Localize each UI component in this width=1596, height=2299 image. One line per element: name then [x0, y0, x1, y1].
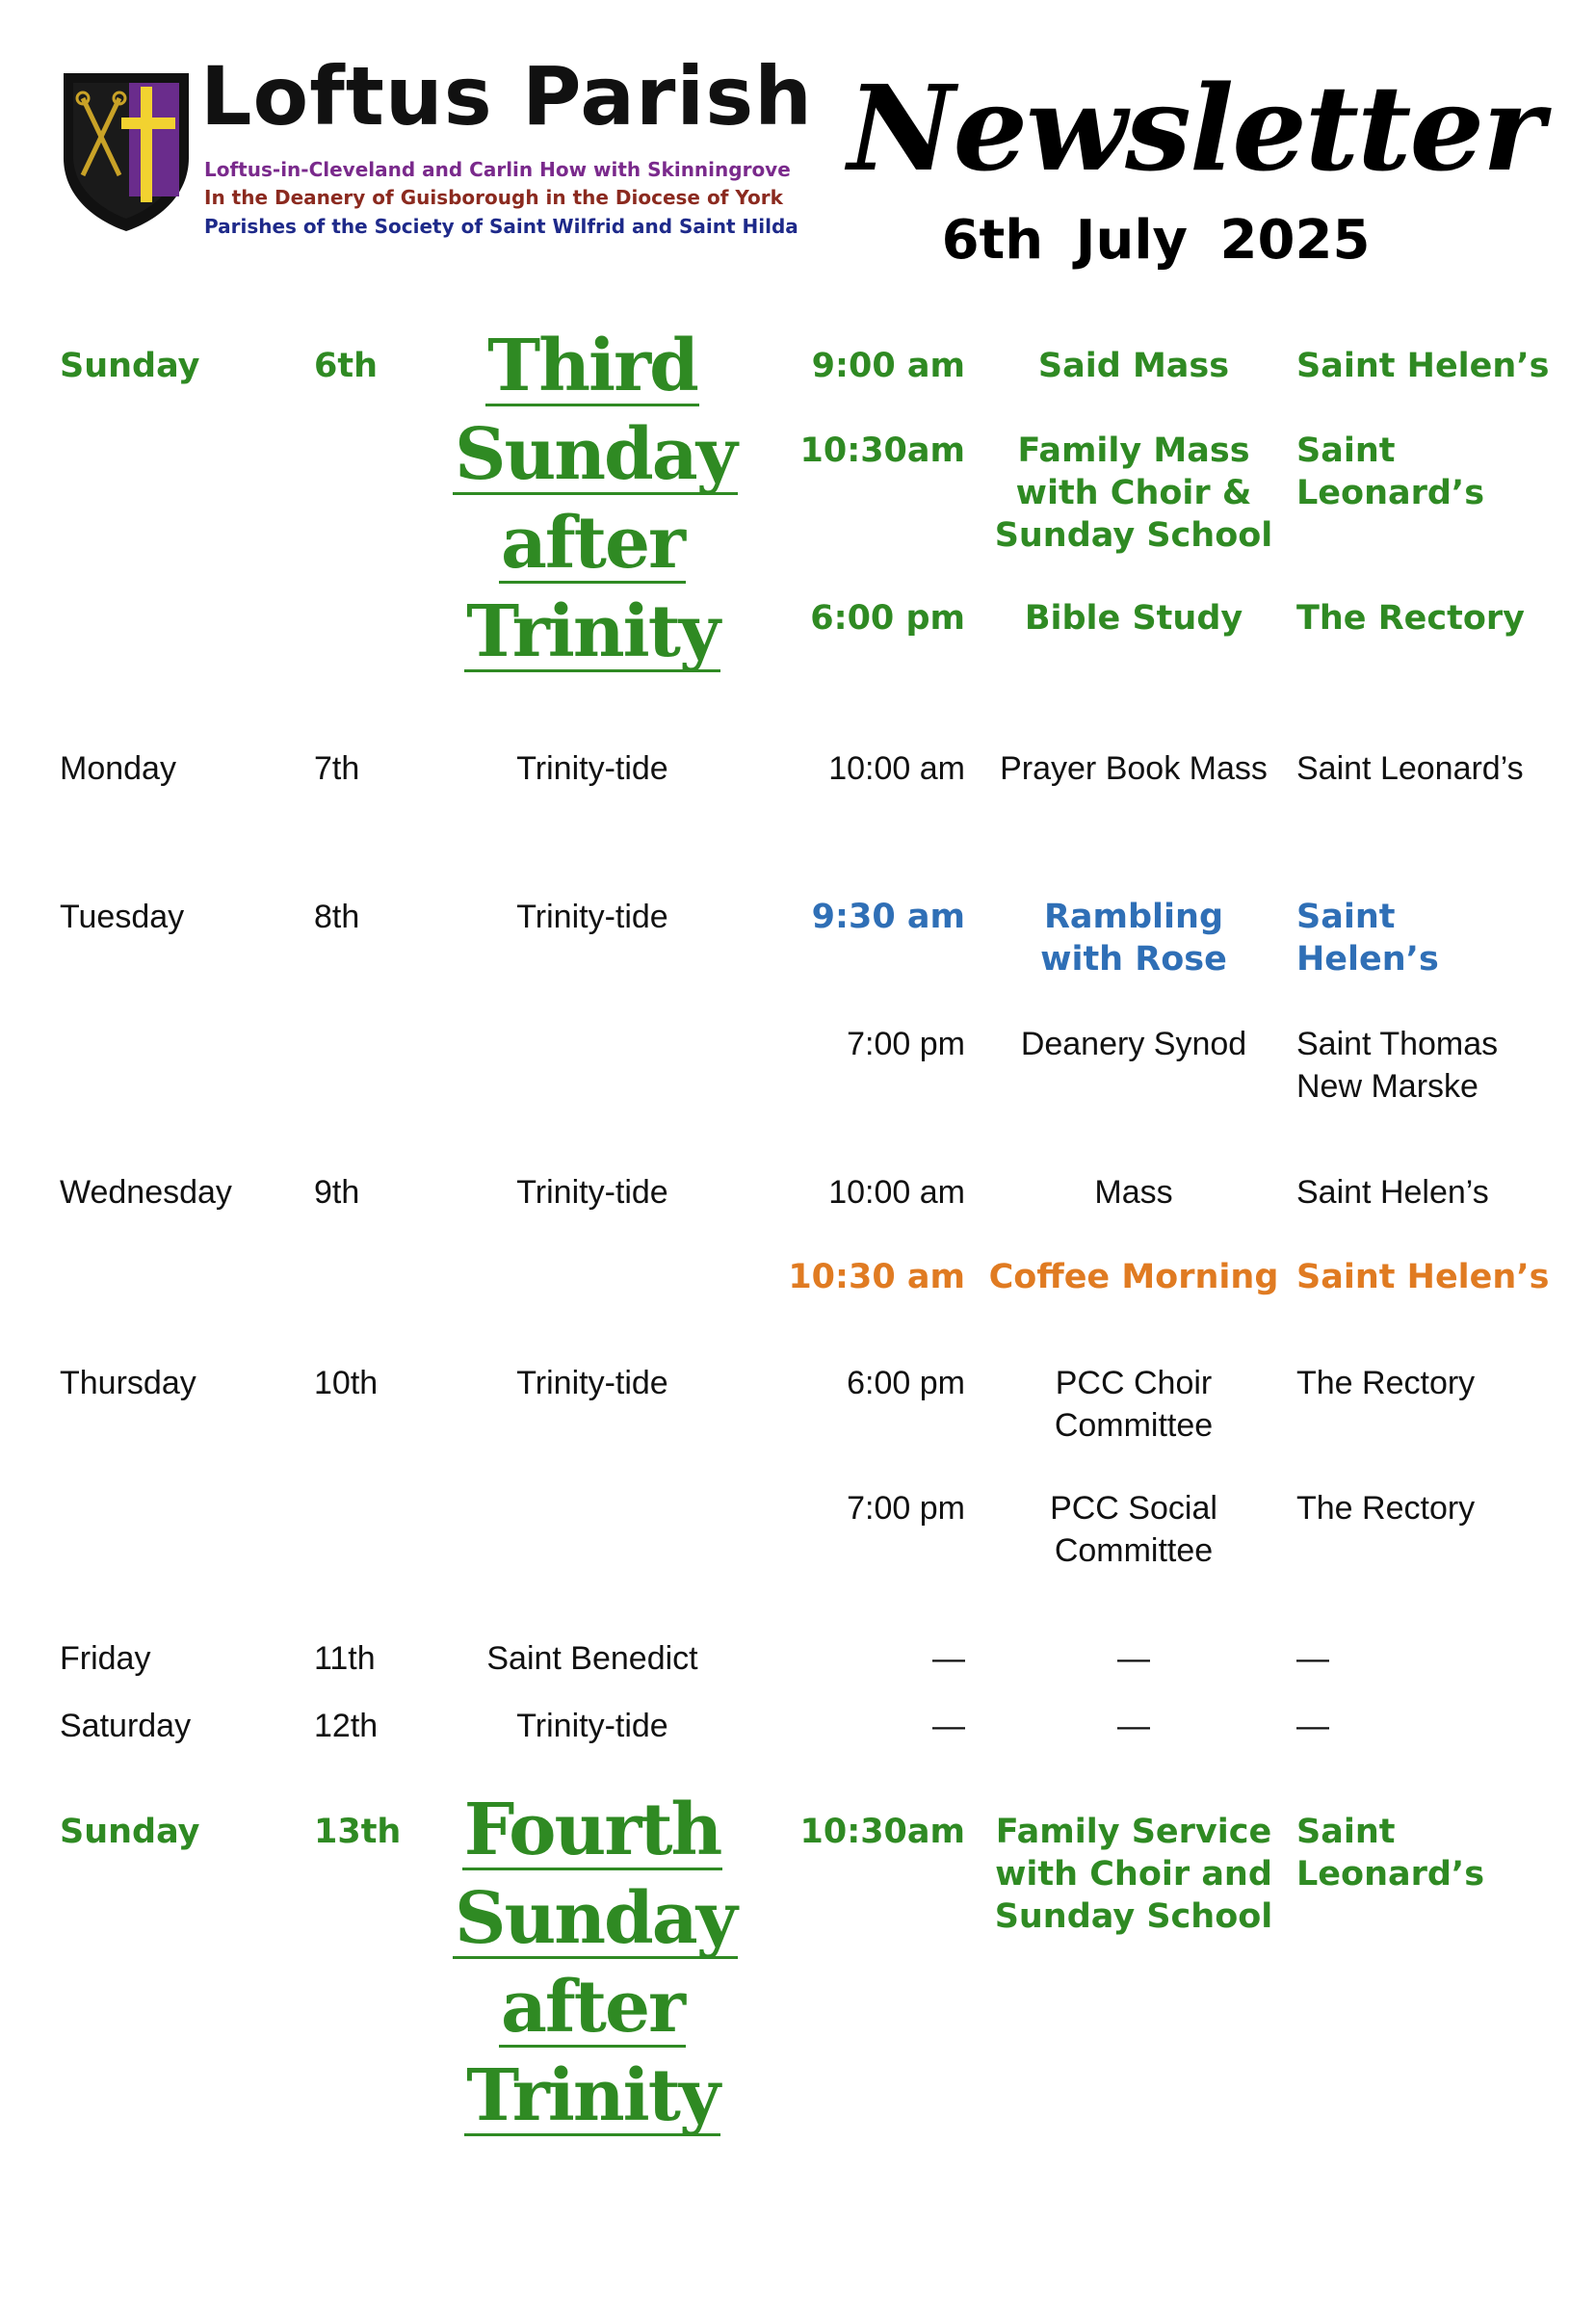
feast-line: Sunday — [455, 413, 736, 496]
event-line: with Choir & — [1015, 474, 1252, 512]
place-line: Saint — [1296, 1813, 1396, 1851]
event-name: Said Mass — [1037, 347, 1230, 385]
day-date: 12th — [314, 1708, 379, 1744]
feast-title: Trinity-tide — [516, 750, 668, 787]
place-line: Saint — [1296, 898, 1396, 936]
event-line: with Rose — [1040, 940, 1227, 979]
event-place — [1296, 1811, 1484, 1895]
day-date: 7th — [314, 750, 360, 787]
event-place: Saint Leonard’s — [1296, 750, 1524, 787]
day-name: Sunday — [60, 1813, 200, 1851]
day-date: 8th — [314, 899, 360, 935]
event-name — [984, 1362, 1283, 1447]
feast-line: Third — [487, 325, 697, 407]
day-name: Wednesday — [60, 1174, 232, 1211]
event-line: PCC Social — [1050, 1490, 1217, 1527]
feast-line: Sunday — [455, 1877, 736, 1960]
feast-title: Trinity-tide — [516, 899, 668, 935]
parish-subtitle-places: Loftus-in-Cleveland and Carlin How with Skinningrove — [204, 158, 791, 181]
day-name: Tuesday — [60, 899, 185, 935]
event-name — [984, 1811, 1283, 1938]
day-date: 10th — [314, 1365, 379, 1401]
event-place: Saint Helen’s — [1296, 1258, 1550, 1296]
event-place — [1296, 1023, 1498, 1108]
event-time: 9:00 am — [811, 347, 965, 385]
parish-subtitle-deanery: In the Deanery of Guisborough in the Diocese of York — [204, 186, 783, 209]
feast-line: after — [500, 502, 685, 585]
feast-title: Trinity-tide — [516, 1174, 668, 1211]
event-time: 10:00 am — [828, 1174, 965, 1211]
event-place: The Rectory — [1296, 1365, 1476, 1401]
event-line: Family Service — [995, 1813, 1272, 1851]
feast-title — [453, 1786, 736, 2140]
event-place: Saint Helen’s — [1296, 347, 1550, 385]
event-time: 10:30am — [799, 431, 965, 470]
event-time: — — [932, 1640, 965, 1677]
feast-title: Trinity-tide — [516, 1365, 668, 1401]
event-place: — — [1296, 1708, 1329, 1744]
feast-line: Trinity — [466, 590, 719, 673]
place-line: New Marske — [1296, 1068, 1478, 1105]
event-time: 10:00 am — [828, 750, 965, 787]
newsletter-title: Newsletter — [848, 59, 1543, 197]
day-date: 6th — [314, 347, 379, 385]
event-time: 7:00 pm — [847, 1490, 965, 1527]
event-time: 6:00 pm — [810, 599, 965, 638]
shield-cross-keys-icon — [60, 69, 193, 235]
day-date: 13th — [314, 1813, 402, 1851]
event-line: Sunday School — [994, 516, 1273, 555]
event-time: — — [932, 1708, 965, 1744]
feast-line: Trinity — [466, 2054, 719, 2137]
place-line: Helen’s — [1296, 940, 1439, 979]
event-line: Sunday School — [994, 1897, 1273, 1936]
event-time: 7:00 pm — [847, 1026, 965, 1062]
event-name: Mass — [1094, 1174, 1173, 1211]
event-place: Saint Helen’s — [1296, 1174, 1489, 1211]
day-name: Sunday — [60, 347, 200, 385]
feast-title — [453, 322, 736, 676]
event-time: 9:30 am — [811, 898, 965, 936]
event-place: The Rectory — [1296, 599, 1526, 638]
day-name: Saturday — [60, 1708, 192, 1744]
event-name: Prayer Book Mass — [1000, 750, 1268, 787]
parish-subtitle-society: Parishes of the Society of Saint Wilfrid and Saint Hilda — [204, 215, 798, 238]
event-name: — — [1117, 1640, 1150, 1677]
event-place — [1296, 896, 1439, 980]
event-line: Committee — [1054, 1407, 1214, 1444]
parish-name: Loftus Parish — [200, 49, 813, 144]
event-name: Coffee Morning — [988, 1258, 1279, 1296]
place-line: Leonard’s — [1296, 1855, 1485, 1894]
day-date: 9th — [314, 1174, 360, 1211]
event-place: The Rectory — [1296, 1490, 1476, 1527]
place-line: Saint — [1296, 431, 1396, 470]
event-name — [984, 896, 1283, 980]
event-name: — — [1117, 1708, 1150, 1744]
event-line: Rambling — [1043, 898, 1224, 936]
event-line: with Choir and — [995, 1855, 1272, 1894]
day-name: Monday — [60, 750, 176, 787]
feast-title: Trinity-tide — [516, 1708, 668, 1744]
parish-crest — [60, 69, 193, 235]
day-name: Thursday — [60, 1365, 196, 1401]
event-name: Bible Study — [1024, 599, 1243, 638]
place-line: Leonard’s — [1296, 474, 1485, 512]
day-name: Friday — [60, 1640, 151, 1677]
event-time: 6:00 pm — [847, 1365, 965, 1401]
place-line: Saint Thomas — [1296, 1026, 1499, 1062]
event-time: 10:30am — [799, 1813, 965, 1851]
feast-title: Saint Benedict — [486, 1640, 698, 1677]
event-line: Committee — [1054, 1532, 1214, 1569]
event-name: Deanery Synod — [1020, 1026, 1247, 1062]
event-line: Family Mass — [1017, 431, 1250, 470]
feast-line: Fourth — [463, 1789, 721, 1871]
event-place — [1296, 430, 1484, 514]
event-place: — — [1296, 1640, 1329, 1677]
event-name — [984, 430, 1283, 557]
event-time: 10:30 am — [788, 1258, 965, 1296]
event-name — [984, 1487, 1283, 1572]
issue-date: 6th July 2025 — [941, 209, 1371, 272]
event-line: PCC Choir — [1055, 1365, 1213, 1401]
feast-line: after — [500, 1966, 685, 2049]
day-date: 11th — [314, 1640, 376, 1677]
